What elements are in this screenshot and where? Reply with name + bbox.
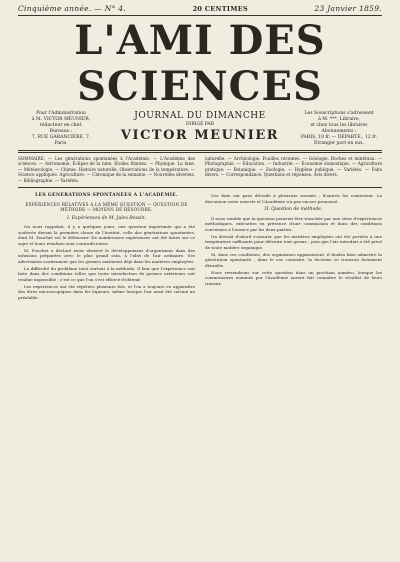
paragraph: Il nous semble que la question pourrait être tranchée par une série d'expériences méthodiques, exécutées en présence d'une commission et dans des conditions convenues à l'avance par les deux parties. xyxy=(205,215,382,232)
paragraph: Si, dans ces conditions, des organismes apparaissent, il faudra bien admettre la génération spontanée ; dans le cas contraire, la doctrine se trouvera fortement ébranlée. xyxy=(205,251,382,268)
article-columns xyxy=(18,193,382,302)
issue-info-bar xyxy=(18,4,382,16)
editor-name: VICTOR MEUNIER xyxy=(120,128,280,143)
section-heading: II. Question de méthode. xyxy=(264,207,323,213)
masthead-details xyxy=(18,111,382,147)
summary-left: SOMMAIRE. — Les générations spontanées à l'Académie. — L'Académie des sciences. — Astronomie. Éclipse de la lune. Etoiles filantes. — Physique. La lune. — Météorologie. — Chimie. Histoire naturelle. Observations de la température. — Science appliquée. Agriculture. — Chronique de la semaine. — Nouvelles diverses. — Bibliographie. — Variétés. xyxy=(18,156,195,183)
right-column xyxy=(205,193,382,302)
section-heading: I. Expériences de M. Jules Bessin. xyxy=(66,215,147,221)
left-column xyxy=(18,193,195,302)
price: 20 CENTIMES xyxy=(192,5,248,13)
divider xyxy=(18,187,382,188)
divider xyxy=(18,152,382,153)
paragraph: Ces faits ont paru décisifs à plusieurs savants ; d'autres les contestent. La discussion reste ouverte et l'Académie n'a pas encore prononcé. xyxy=(205,193,382,204)
paragraph: La difficulté du problème tient surtout à la méthode. Il faut que l'expérience soit faite dans des conditions telles que toute introduction de germes extérieurs soit rendue impossible ; c'est ce que l'on s'est efforcé d'obtenir. xyxy=(18,265,195,282)
summary-block xyxy=(18,156,382,183)
article-title: LES GÉNÉRATIONS SPONTANÉES A L'ACADÉMIE. xyxy=(35,193,178,199)
year-issue: Cinquième année. — N° 4. xyxy=(18,4,127,13)
subscription-info: Les Souscriptions s'adressent à M. ***, Libraire, et chez tous les libraires Abonnements : PARIS, 10 fr. — DÉPARTE., 12 fr. Étranger port en sus. xyxy=(300,111,378,146)
paragraph: M. Pouchet a déclaré avoir observé le développement d'organismes dans des infusions préparées avec le plus grand soin, à l'abri de l'air ordinaire. Ses adversaires soutiennent que les germes existaient déjà dans les matières employées. xyxy=(18,247,195,264)
administration-info: Pour l'Administration à M. VICTOR MEUNIER, rédacteur en chef. Bureaux : 7, RUE GARANCIÈRE, 7, Paris. xyxy=(31,111,91,146)
director-label: DIRIGÉ PAR xyxy=(185,122,215,127)
divider xyxy=(18,150,382,151)
paragraph: On nous rappelait, il y a quelques jours, une question importante qui a été soulevée devant la première classe de l'Institut, celle des générations spontanées, dont M. Pouchet est le défenseur. De nombreuses expériences ont été faites sur ce sujet et leurs résultats sont contradictoires. xyxy=(18,224,195,246)
article-subtitle: EXPÉRIENCES RELATIVES A LA MÊME QUESTION — QUESTION DE MÉTHODE — MOYENS DE RÉSOUDRE. xyxy=(25,201,188,213)
issue-date: 23 Janvier 1859. xyxy=(314,4,382,13)
journal-subtitle: JOURNAL DU DIMANCHE xyxy=(134,111,266,121)
journal-subtitle-block xyxy=(104,111,296,143)
paragraph: Nous reviendrons sur cette question dans un prochain numéro, lorsque les commissaires nommés par l'Académie auront fait connaître le résultat de leurs travaux. xyxy=(205,269,382,286)
summary-right: naturelle. — Archéologie. Fouilles récentes. — Géologie. Roches et minéraux. — Photographie. — Éducation. — Industrie. — Économie domestique. — Agriculture pratique. — Botanique. — Zoologie. — Hygiène publique. — Variétés. — Faits divers. — Correspondance. Questions et réponses. Avis divers. xyxy=(205,156,382,178)
masthead-title: L'AMI DES SCIENCES xyxy=(74,17,326,110)
paragraph: On devrait d'abord s'assurer que les matières employées ont été portées à une température suffisante pour détruire tout germe ; puis que l'air introduit a été privé de toute matière organique. xyxy=(205,233,382,250)
paragraph: Les expériences ont été répétées plusieurs fois, et l'on a toujours vu apparaître des êtres microscopiques dans les liqueurs, même lorsque l'air avait été calciné au préalable. xyxy=(18,283,195,300)
